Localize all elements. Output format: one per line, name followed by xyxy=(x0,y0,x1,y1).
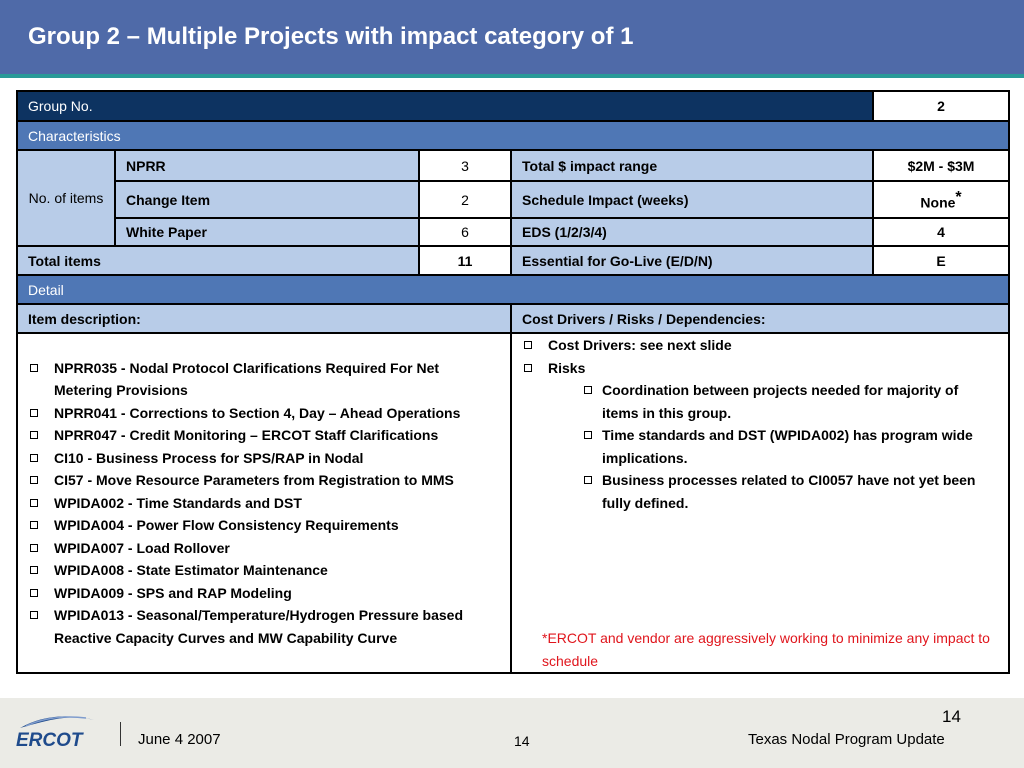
checkbox-bullet-icon xyxy=(30,454,38,462)
total-value: 11 xyxy=(419,246,511,275)
list-item xyxy=(522,357,998,380)
cost-drivers-text: Cost Drivers: see next slide xyxy=(548,337,732,353)
list-item-text: WPIDA004 - Power Flow Consistency Requirements xyxy=(54,517,399,534)
footnote-mark: * xyxy=(955,188,962,206)
checkbox-bullet-icon xyxy=(30,364,38,372)
item-count: 6 xyxy=(419,218,511,246)
characteristics-row xyxy=(17,121,1009,150)
metric-value-text: None xyxy=(920,194,956,211)
metric-label: Schedule Impact (weeks) xyxy=(511,181,873,218)
list-item-text: NPRR035 - Nodal Protocol Clarifications Required For Net Metering Provisions xyxy=(54,359,440,399)
list-item xyxy=(28,402,500,425)
checkbox-bullet-icon xyxy=(30,521,38,529)
table-row xyxy=(17,218,1009,246)
checkbox-bullet-icon xyxy=(584,476,592,484)
list-item xyxy=(28,424,500,447)
checkbox-bullet-icon xyxy=(584,431,592,439)
risk-item xyxy=(522,379,998,424)
checkbox-bullet-icon xyxy=(30,499,38,507)
item-count: 3 xyxy=(419,150,511,181)
list-item-text: WPIDA013 - Seasonal/Temperature/Hydrogen Pressure based Reactive Capacity Curves and MW Capability Curve xyxy=(54,607,463,646)
total-label: Total items xyxy=(17,246,419,275)
item-type: Change Item xyxy=(115,181,419,218)
list-item-text: WPIDA002 - Time Standards and DST xyxy=(54,494,302,511)
risks-label: Risks xyxy=(548,359,586,376)
golive-label: Essential for Go-Live (E/D/N) xyxy=(511,246,873,275)
checkbox-bullet-icon xyxy=(30,409,38,417)
cost-drivers-cell xyxy=(511,333,1009,673)
cost-list xyxy=(522,334,998,379)
footer-page-number: 14 xyxy=(514,733,530,749)
metric-value xyxy=(873,181,1009,218)
golive-value: E xyxy=(873,246,1009,275)
checkbox-bullet-icon xyxy=(30,589,38,597)
list-item-text: WPIDA009 - SPS and RAP Modeling xyxy=(54,584,292,601)
header-rule xyxy=(0,74,1024,78)
list-item xyxy=(28,514,500,537)
detail-content-row xyxy=(17,333,1009,673)
checkbox-bullet-icon xyxy=(30,431,38,439)
metric-value: $2M - $3M xyxy=(873,150,1009,181)
list-item-text: CI57 - Move Resource Parameters from Registration to MMS xyxy=(54,472,454,489)
list-item-text: NPRR047 - Credit Monitoring – ERCOT Staff Clarifications xyxy=(54,427,439,444)
item-description-cell xyxy=(17,333,511,673)
list-item xyxy=(28,357,500,402)
item-list xyxy=(28,357,500,650)
project-group-table xyxy=(16,90,1010,674)
detail-headers-row xyxy=(17,304,1009,333)
checkbox-bullet-icon xyxy=(584,386,592,394)
item-type: White Paper xyxy=(115,218,419,246)
item-count: 2 xyxy=(419,181,511,218)
checkbox-bullet-icon xyxy=(524,364,532,372)
list-item xyxy=(28,582,500,605)
footer-divider xyxy=(120,722,121,746)
characteristics-header: Characteristics xyxy=(17,121,1009,150)
logo-text: ERCOT xyxy=(16,730,83,751)
slide-title: Group 2 – Multiple Projects with impact category of 1 xyxy=(28,23,634,50)
list-item-text: CI10 - Business Process for SPS/RAP in Nodal xyxy=(54,449,364,466)
item-type: NPRR xyxy=(115,150,419,181)
list-item-text: WPIDA007 - Load Rollover xyxy=(54,539,230,556)
checkbox-bullet-icon xyxy=(30,566,38,574)
group-label: Group No. xyxy=(17,91,873,121)
item-description-header: Item description: xyxy=(17,304,511,333)
schedule-note: *ERCOT and vendor are aggressively working to minimize any impact to schedule xyxy=(542,630,990,669)
cost-drivers-header: Cost Drivers / Risks / Dependencies: xyxy=(511,304,1009,333)
list-item xyxy=(28,447,500,470)
checkbox-bullet-icon xyxy=(30,611,38,619)
list-item xyxy=(28,559,500,582)
list-item xyxy=(28,604,500,649)
metric-value: 4 xyxy=(873,218,1009,246)
group-row xyxy=(17,91,1009,121)
risk-item xyxy=(522,424,998,469)
table-row xyxy=(17,150,1009,181)
footer-title: Texas Nodal Program Update xyxy=(748,731,945,748)
list-item xyxy=(28,537,500,560)
group-value: 2 xyxy=(873,91,1009,121)
risk-text: Business processes related to CI0057 have not yet been fully defined. xyxy=(602,472,976,511)
detail-header: Detail xyxy=(17,275,1009,304)
risk-text: Coordination between projects needed for majority of items in this group. xyxy=(602,382,959,421)
list-item-text: WPIDA008 - State Estimator Maintenance xyxy=(54,562,328,579)
list-item xyxy=(522,334,998,357)
list-item xyxy=(28,492,500,515)
risk-item xyxy=(522,469,998,514)
list-item-text: NPRR041 - Corrections to Section 4, Day – Ahead Operations xyxy=(54,404,461,421)
footer-date: June 4 2007 xyxy=(138,731,221,748)
slide-number: 14 xyxy=(942,707,961,726)
table-row xyxy=(17,181,1009,218)
ercot-logo xyxy=(12,706,102,754)
detail-row xyxy=(17,275,1009,304)
list-item xyxy=(28,469,500,492)
risk-text: Time standards and DST (WPIDA002) has program wide implications. xyxy=(602,427,973,466)
checkbox-bullet-icon xyxy=(30,544,38,552)
metric-label: EDS (1/2/3/4) xyxy=(511,218,873,246)
no-of-items-label: No. of items xyxy=(17,150,115,246)
total-row xyxy=(17,246,1009,275)
metric-label: Total $ impact range xyxy=(511,150,873,181)
checkbox-bullet-icon xyxy=(524,341,532,349)
checkbox-bullet-icon xyxy=(30,476,38,484)
